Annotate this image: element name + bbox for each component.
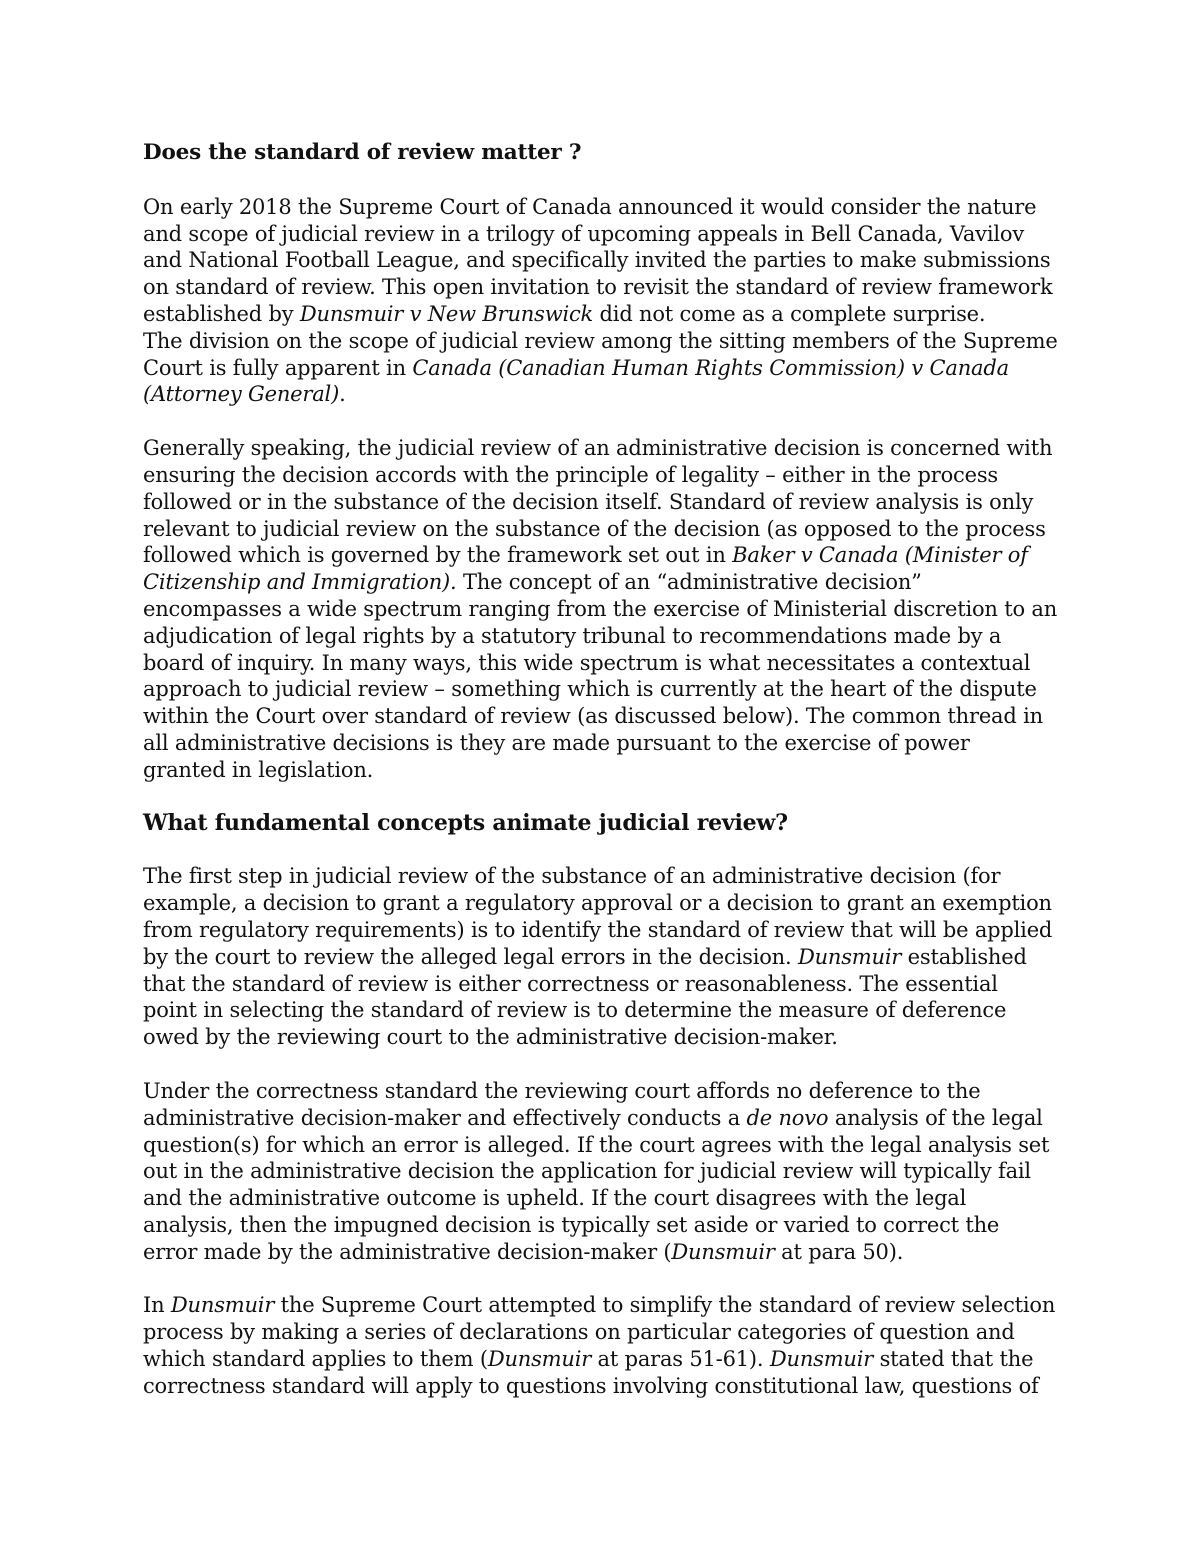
text-run: established that the standard of review is either correctness or reasonableness. The essential point in selecting the standard of review is to determine the measure of deference owed by the reviewing court to the administrative decision-maker. — [143, 944, 1027, 1050]
italic-citation: Dunsmuir v New Brunswick — [299, 301, 594, 326]
text-run: Generally speaking, the judicial review of an administrative decision is concerned with ensuring the decision accords with the principle of legality – either in the process followed or in the substance of the decision itself. Standard of review analysis is only relevant to judicial review on the substance of the decision (as opposed to the process followed which is governed by the framework set out in — [143, 436, 1053, 568]
italic-citation: Canada (Canadian Human Rights Commission) v Canada (Attorney General) — [143, 355, 1009, 407]
text-run: The first step in judicial review of the substance of an administrative decision (for example, a decision to grant a regulatory approval or a decision to grant an exemption from regulatory requirements) is to identify the standard of review that will be applied by the court to review the alleged legal errors in the decision. — [143, 864, 1053, 969]
text-run: stated that the correctness standard will apply to questions involving constitutional law, questions of — [143, 1347, 1039, 1398]
paragraph-gap — [143, 408, 1058, 435]
text-run: In — [143, 1293, 171, 1318]
italic-citation: de novo — [746, 1105, 829, 1130]
text-run: at paras 51-61). — [591, 1347, 770, 1372]
text-run: did not come as a complete surprise. — [593, 301, 986, 326]
paragraph-gap — [143, 1051, 1058, 1078]
text-run: the Supreme Court attempted to simplify the standard of review selection process by making a series of declarations on particular categories of question and which standard applies to them ( — [143, 1293, 1056, 1372]
paragraph-gap — [143, 1265, 1058, 1292]
italic-citation: Dunsmuir — [671, 1239, 775, 1264]
text-run: The concept of an “administrative decision” encompasses a wide spectrum ranging from the exercise of Ministerial discretion to an adjudication of legal rights by a statutory tribunal to recommendations made by a board of inquiry. In many ways, this wide spectrum is what necessitates a contextual approach to judicial review – something which is currently at the heart of the dispute within the Court over standard of review (as discussed below). The common thread in all administrative decisions is they are made pursuant to the exercise of power granted in legislation. — [143, 570, 1058, 782]
text-run: analysis of the legal question(s) for which an error is alleged. If the court agrees with the legal analysis set out in the administrative decision the application for judicial review will typically fail and the administrative outcome is upheld. If the court disagrees with the legal analysis, then the impugned decision is typically set aside or varied to correct the error made by the administrative decision-maker ( — [143, 1105, 1050, 1264]
paragraph — [143, 1292, 1058, 1399]
italic-citation: Dunsmuir — [769, 1347, 874, 1372]
paragraph — [143, 435, 1058, 783]
italic-citation: Dunsmuir — [797, 944, 902, 969]
text-run: Under the correctness standard the reviewing court affords no deference to the administrative decision-maker and effectively conducts a — [143, 1078, 981, 1130]
italic-citation: Baker v Canada (Minister of Citizenship and Immigration). — [143, 543, 1028, 595]
paragraph — [143, 194, 1058, 328]
document-page — [143, 140, 1058, 1400]
text-run: On early 2018 the Supreme Court of Canada announced it would consider the nature and scope of judicial review in a trilogy of upcoming appeals in Bell Canada, Vavilov and National Football League, and specifically invited the parties to make submissions on standard of review. This open invitation to revisit the standard of review framework established by — [143, 194, 1053, 326]
text-run: at para 50). — [774, 1239, 904, 1264]
italic-citation: Dunsmuir — [170, 1293, 275, 1318]
paragraph — [143, 328, 1058, 408]
text-run: The division on the scope of judicial review among the sitting members of the Supreme Court is fully apparent in — [143, 328, 1058, 380]
text-run: . — [339, 382, 346, 407]
italic-citation: Dunsmuir — [487, 1347, 592, 1372]
section-heading: What fundamental concepts animate judicial review? — [143, 809, 788, 836]
paragraph — [143, 1078, 1058, 1266]
paragraph — [143, 863, 1058, 1051]
section-heading: Does the standard of review matter ? — [143, 140, 582, 165]
